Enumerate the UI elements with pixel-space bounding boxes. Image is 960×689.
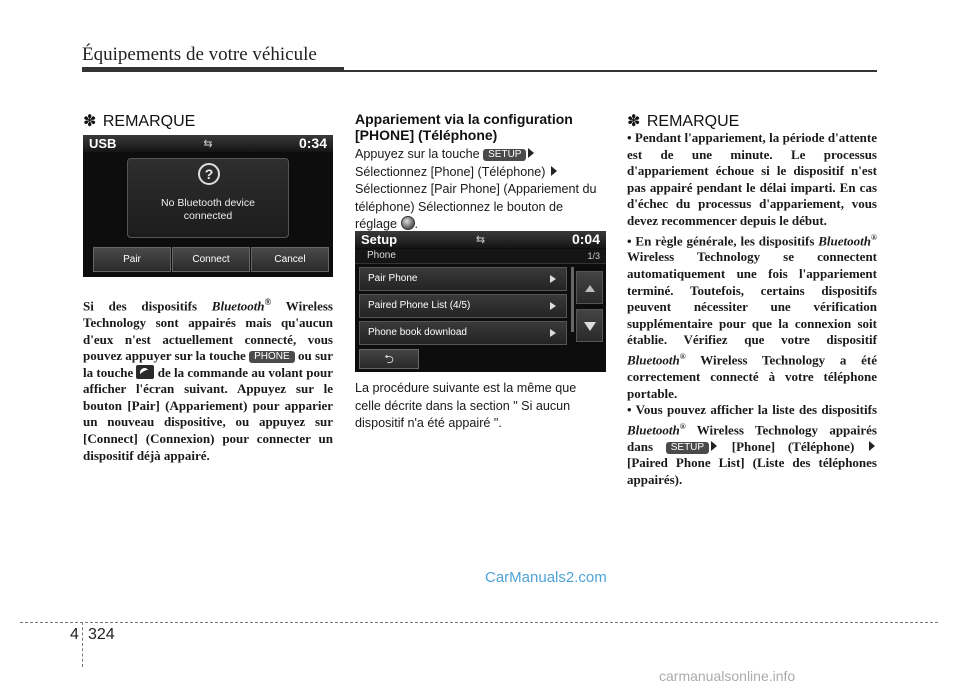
- usb-source-label: USB: [89, 136, 117, 151]
- pair-phone-item[interactable]: [359, 267, 567, 291]
- chevron-right-icon: [550, 275, 556, 283]
- note-bullet-1: • Pendant l'appariement, la période d'attente est de une minute. Le processus d'appariement échoue si le dispositif n'est pas appairé pendant le délai imparti. En cas d'échec du processus d'appariement, vous devez recommencer depuis le début.: [627, 130, 877, 228]
- arrow-right-icon: [711, 441, 717, 451]
- setup-time: 0:04: [571, 231, 600, 247]
- arrow-right-icon: [551, 166, 557, 176]
- instr-part-b: Sélectionnez [Phone] (Téléphone): [355, 164, 549, 179]
- arrow-right-icon: [869, 441, 875, 451]
- note-star-icon: ✽: [83, 113, 97, 130]
- left-text-part1: Si des dispositifs: [83, 298, 212, 314]
- bullet2-part-c: Wireless Technology a été correctement connecté à votre téléphone portable.: [627, 352, 877, 401]
- setup-page-indicator: 1/3: [587, 251, 600, 261]
- header-rule-thick: [82, 67, 344, 72]
- phone-call-icon: [136, 365, 154, 379]
- connect-button[interactable]: Connect: [172, 247, 250, 272]
- setup-key-badge: SETUP: [666, 442, 709, 454]
- right-note-heading: [627, 111, 739, 131]
- tune-knob-icon: [401, 216, 415, 230]
- bluetooth-brand: Bluetooth: [818, 232, 872, 248]
- section-title: Appariement via la configuration [PHONE] (Téléphone): [355, 111, 573, 143]
- instr-part-c: Sélectionnez [Pair Phone] (Appariement du téléphone) Sélectionnez le bouton de réglage: [355, 182, 597, 232]
- list-item-label: Phone book download: [368, 327, 467, 338]
- setup-screen-image: [355, 231, 606, 372]
- left-body-text: [83, 294, 333, 464]
- setup-screen-title: Setup: [361, 232, 398, 247]
- paired-phone-list-item[interactable]: [359, 294, 567, 318]
- left-text-part3: ou sur la touche: [83, 348, 333, 380]
- bullet3-part-a: • Vous pouvez afficher la liste des dispositifs: [627, 402, 877, 418]
- footer-divider: [20, 622, 938, 623]
- usb-symbol-icon: ⇆: [475, 234, 486, 246]
- registered-mark: ®: [679, 352, 686, 362]
- bluetooth-brand: Bluetooth: [627, 352, 680, 368]
- dialog-message-line2: connected: [183, 210, 233, 222]
- chapter-number: 4: [70, 626, 79, 643]
- list-item-label: Paired Phone List (4/5): [368, 300, 471, 311]
- left-text-part2: Wireless Technology sont appairés mais qu'aucun d'eux n'est actuellement connecté, vous pouvez appuyer sur la touche: [83, 298, 333, 364]
- setup-subtitle: Phone: [367, 250, 396, 261]
- left-text-part4: de la commande au volant pour afficher l'écran suivant. Appuyez sur le bouton [Pair] (Appariement) pour apparier un nouveau dispositive, ou appuyez sur [Connect] (Connexion) pour connecter un dispositif déjà appairé.: [83, 364, 333, 463]
- setup-key-badge: SETUP: [483, 149, 526, 161]
- note-star-icon: ✽: [627, 113, 641, 130]
- chevron-right-icon: [550, 329, 556, 337]
- dialog-message-line1: No Bluetooth device: [161, 197, 255, 209]
- question-icon: ?: [198, 163, 220, 185]
- list-item-label: Pair Phone: [368, 273, 418, 284]
- pair-button[interactable]: Pair: [93, 247, 171, 272]
- header-rule-thin: [344, 70, 877, 72]
- note-title: REMARQUE: [646, 113, 740, 130]
- registered-mark: ®: [679, 421, 686, 431]
- setup-subbar: [355, 249, 606, 264]
- watermark-link[interactable]: CarManuals2.com: [485, 569, 607, 586]
- cancel-button[interactable]: Cancel: [251, 247, 329, 272]
- right-notes: [627, 130, 877, 488]
- note-title: REMARQUE: [102, 113, 196, 130]
- bullet2-part-a: • En règle générale, les dispositifs: [627, 232, 819, 248]
- middle-note-text: La procédure suivante est la même que celle décrite dans la section " Si aucun dispositif n'a été appairé ".: [355, 381, 577, 431]
- instr-part-d: .: [414, 217, 419, 232]
- chevron-right-icon: [550, 302, 556, 310]
- bluetooth-brand: Bluetooth: [627, 422, 680, 438]
- arrow-right-icon: [528, 148, 534, 158]
- page-header-title: Équipements de votre véhicule: [82, 44, 317, 65]
- back-button[interactable]: ⮌: [359, 349, 419, 369]
- usb-symbol-icon: ⇆: [203, 138, 213, 150]
- left-note-heading: [83, 111, 195, 131]
- scroll-up-button[interactable]: [576, 271, 603, 304]
- registered-mark: ®: [871, 232, 877, 242]
- dialog-message: [128, 197, 288, 223]
- usb-screen-topbar: [83, 135, 333, 152]
- footer-brand-watermark: carmanualsonline.info: [659, 668, 796, 684]
- usb-button-row: [93, 247, 329, 272]
- no-device-dialog: [127, 158, 289, 238]
- phone-book-download-item[interactable]: [359, 321, 567, 345]
- bullet2-part-b: Wireless Technology se connectent automatiquement une fois l'appariement terminé. Toutefois, certains dispositifs peuvent nécessiter une vérification supplémentaire pour que la connexion soit établie. Vérifiez que votre dispositif: [627, 249, 877, 348]
- registered-mark: ®: [264, 297, 272, 307]
- triangle-down-icon: [584, 322, 596, 331]
- usb-time: 0:34: [298, 135, 327, 151]
- bullet3-part-d: [Paired Phone List] (Liste des téléphones appairés).: [627, 455, 877, 487]
- middle-instructions: [355, 146, 605, 234]
- bullet3-part-b: Wireless Technology appairés dans: [627, 422, 877, 454]
- usb-screen-image: [83, 135, 333, 277]
- page-number: 324: [88, 626, 115, 643]
- triangle-up-icon: [585, 285, 595, 292]
- bluetooth-brand: Bluetooth: [211, 298, 265, 314]
- bullet3-part-c: [Phone] (Téléphone): [719, 438, 867, 454]
- setup-screen-topbar: [355, 231, 606, 248]
- note-bullet-2: [627, 230, 877, 403]
- note-bullet-3: [627, 402, 877, 488]
- instr-part-a: Appuyez sur la touche: [355, 147, 484, 161]
- phone-key-badge: PHONE: [249, 351, 295, 363]
- footer-vertical-divider: [82, 622, 83, 667]
- list-scrollbar[interactable]: [571, 267, 574, 332]
- scroll-down-button[interactable]: [576, 309, 603, 342]
